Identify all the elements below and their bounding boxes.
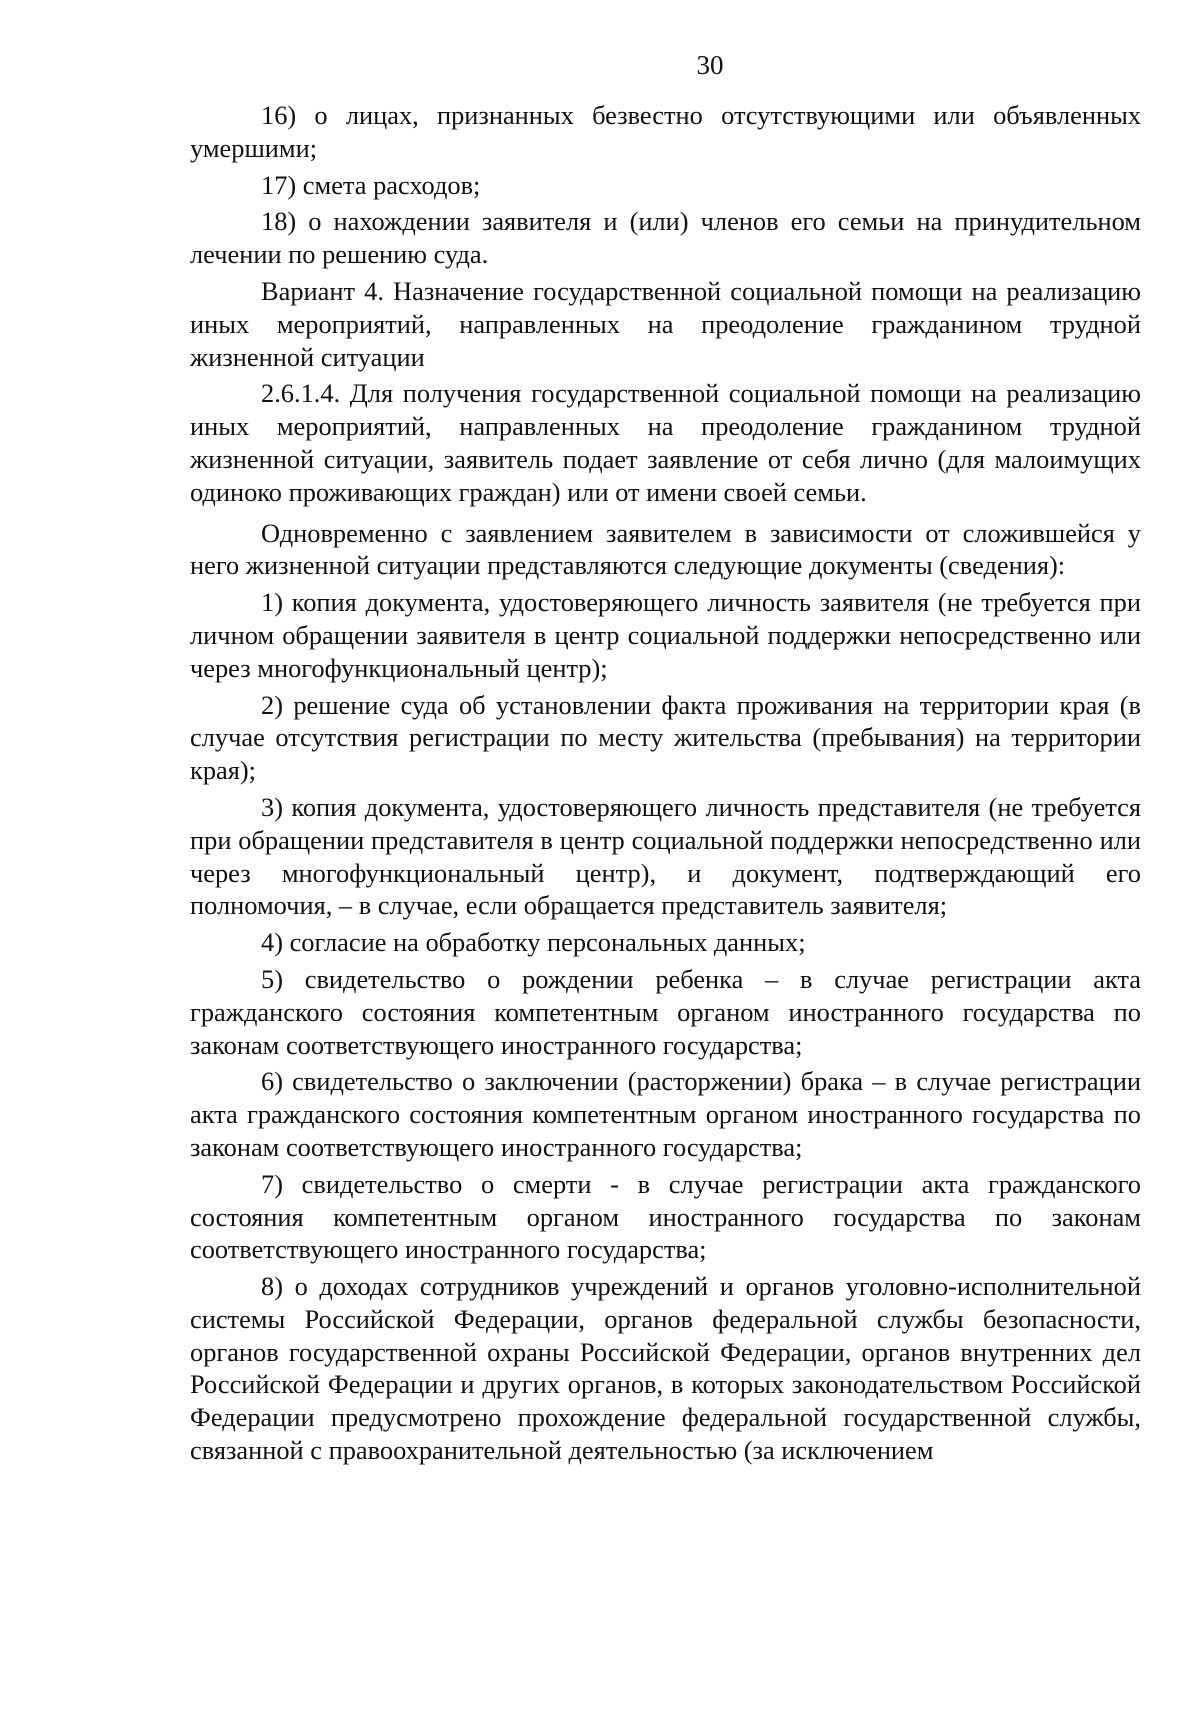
section-heading-variant-4: Вариант 4. Назначение государственной социальной помощи на реализацию иных мероприятий, направленных на преодоление гражданином трудной жизненной ситуации <box>190 275 1141 372</box>
paragraph-item-17: 17) смета расходов; <box>261 169 481 200</box>
list-item-6: 6) свидетельство о заключении (расторжении) брака – в случае регистрации акта гражданского состояния компетентным органом иностранного государства по законам соответствующего иностранного государства; <box>190 1066 1141 1162</box>
document-body <box>190 99 1141 1467</box>
list-item-2: 2) решение суда об установлении факта проживания на территории края (в случае отсутствия регистрации по месту жительства (пребывания) на территории края); <box>190 689 1141 786</box>
paragraph-documents-intro: Одновременно с заявлением заявителем в зависимости от сложившейся у него жизненной ситуации представляются следующие документы (сведения): <box>190 517 1141 581</box>
list-item-8: 8) о доходах сотрудников учреждений и органов уголовно-исполнительной системы Российской Федерации, органов федеральной службы безопасности, органов государственной охраны Российской Федерации, органов внутренних дел Российской Федерации и других органов, в которых законодательством Российской Федерации предусмотрено прохождение федеральной государственной службы, связанной с правоохранительной деятельностью (за исключением <box>190 1271 1141 1466</box>
page-number: 30 <box>696 50 724 80</box>
list-item-4: 4) согласие на обработку персональных данных; <box>261 927 806 958</box>
paragraph-item-18: 18) о нахождении заявителя и (или) членов его семьи на принудительном лечении по решению суда. <box>190 206 1141 270</box>
list-item-3: 3) копия документа, удостоверяющего личность представителя (не требуется при обращении представителя в центр социальной поддержки непосредственно или через многофункциональный центр), и документ, подтверждающий его полномочия, – в случае, если обращается представитель заявителя; <box>190 791 1141 921</box>
list-item-7: 7) свидетельство о смерти - в случае регистрации акта гражданского состояния компетентным органом иностранного государства по законам соответствующего иностранного государства; <box>190 1168 1141 1265</box>
paragraph-2-6-1-4: 2.6.1.4. Для получения государственной социальной помощи на реализацию иных мероприятий, направленных на преодоление гражданином трудной жизненной ситуации, заявитель подает заявление от себя лично (для малоимущих одиноко проживающих граждан) или от имени своей семьи. <box>190 378 1141 507</box>
list-item-5: 5) свидетельство о рождении ребенка – в случае регистрации акта гражданского состояния компетентным органом иностранного государства по законам соответствующего иностранного государства; <box>190 963 1141 1060</box>
paragraph-item-16: 16) о лицах, признанных безвестно отсутствующими или объявленных умершими; <box>190 100 1141 163</box>
list-item-1: 1) копия документа, удостоверяющего личность заявителя (не требуется при личном обращении заявителя в центр социальной поддержки непосредственно или через многофункциональный центр); <box>190 587 1141 683</box>
